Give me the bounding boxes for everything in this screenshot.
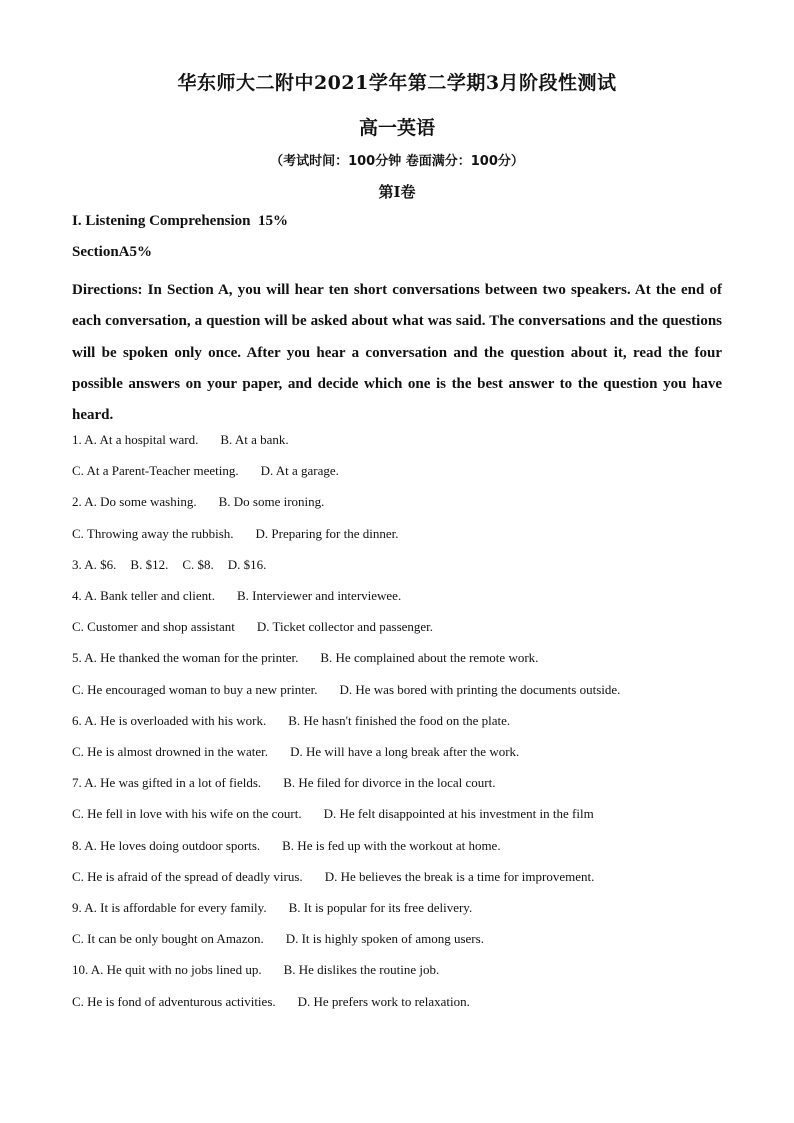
option-text: B. He filed for divorce in the local court. bbox=[283, 775, 496, 791]
option-line bbox=[72, 994, 470, 1010]
option-text: 5. A. He thanked the woman for the printer. bbox=[72, 650, 299, 666]
option-text: B. He is fed up with the workout at home. bbox=[282, 837, 501, 853]
option-text: D. He believes the break is a time for improvement. bbox=[324, 868, 595, 884]
option-text: 6. A. He is overloaded with his work. bbox=[72, 712, 267, 728]
option-line bbox=[72, 682, 620, 698]
option-text: D. He felt disappointed at his investment in the film bbox=[323, 806, 594, 822]
option-line bbox=[72, 463, 339, 479]
option-line bbox=[72, 588, 401, 604]
option-text: C. At a Parent-Teacher meeting. bbox=[72, 463, 239, 479]
option-text: C. He is almost drowned in the water. bbox=[72, 744, 269, 759]
option-text: D. He will have a long break after the work. bbox=[290, 744, 520, 759]
option-line bbox=[72, 494, 324, 510]
option-line bbox=[72, 650, 538, 666]
option-text: 10. A. He quit with no jobs lined up. bbox=[72, 962, 262, 978]
option-line bbox=[72, 526, 399, 542]
option-text: 8. A. He loves doing outdoor sports. bbox=[72, 837, 261, 853]
option-text: D. He prefers work to relaxation. bbox=[297, 993, 470, 1009]
option-text: 1. A. At a hospital ward. bbox=[72, 432, 199, 447]
option-line bbox=[72, 869, 594, 885]
option-text: B. He hasn't finished the food on the plate. bbox=[288, 712, 511, 728]
option-line bbox=[72, 931, 484, 947]
subject-title: 高一英语 bbox=[358, 117, 435, 139]
option-text: D. He was bored with printing the documents outside. bbox=[339, 681, 621, 697]
option-line bbox=[72, 838, 501, 854]
option-text: C. He fell in love with his wife on the court. bbox=[72, 806, 302, 822]
option-text: D. Ticket collector and passenger. bbox=[256, 619, 434, 635]
option-text: C. He is fond of adventurous activities. bbox=[72, 993, 276, 1009]
option-line bbox=[72, 713, 510, 729]
option-text: C. Customer and shop assistant bbox=[72, 619, 235, 635]
option-text: 4. A. Bank teller and client. bbox=[72, 588, 215, 603]
option-text: 7. A. He was gifted in a lot of fields. bbox=[72, 775, 262, 791]
option-text: C. He is afraid of the spread of deadly virus. bbox=[72, 868, 303, 884]
option-line bbox=[72, 619, 433, 635]
section-heading: I. Listening Comprehension 15% bbox=[72, 213, 289, 229]
option-line bbox=[72, 744, 519, 760]
option-text: C. He encouraged woman to buy a new printer. bbox=[72, 681, 318, 697]
option-line bbox=[72, 557, 266, 573]
option-line bbox=[72, 962, 439, 978]
option-line bbox=[72, 900, 472, 916]
option-text: C. Throwing away the rubbish. bbox=[72, 525, 234, 541]
option-text: B. He complained about the remote work. bbox=[320, 650, 539, 666]
option-text: B. Interviewer and interviewee. bbox=[236, 588, 402, 603]
directions-text: Directions: In Section A, you will hear ten short conversations between two speakers. At the end of each conversation, a question will be asked about what was said. The conversations and the questions will be spoken only once. After you hear a conversation and the question about it, read the four possible answers on your paper, and decide which one is the best answer to the question you have heard. bbox=[72, 282, 722, 424]
option-text: D. $16. bbox=[227, 556, 267, 572]
option-text: 9. A. It is affordable for every family. bbox=[72, 900, 267, 915]
volume-label: 第I卷 bbox=[378, 183, 416, 201]
exam-info: （考试时间：100分钟 卷面满分：100分） bbox=[270, 154, 524, 169]
option-line bbox=[72, 775, 495, 791]
option-text: C. It can be only bought on Amazon. bbox=[72, 931, 264, 947]
option-text: D. Preparing for the dinner. bbox=[255, 525, 399, 541]
option-text: B. It is popular for its free delivery. bbox=[288, 900, 473, 915]
option-text: B. $12. bbox=[130, 556, 169, 572]
option-text: 3. A. $6. bbox=[72, 556, 117, 572]
exam-title: 华东师大二附中2021学年第二学期3月阶段性测试 bbox=[177, 72, 617, 94]
section-a-heading: SectionA5% bbox=[72, 244, 152, 260]
option-text: D. At a garage. bbox=[260, 463, 339, 479]
option-text: D. It is highly spoken of among users. bbox=[285, 931, 484, 947]
option-line bbox=[72, 806, 594, 822]
option-text: B. Do some ironing. bbox=[218, 494, 325, 510]
option-text: 2. A. Do some washing. bbox=[72, 494, 197, 510]
option-text: B. At a bank. bbox=[220, 432, 289, 447]
option-text: C. $8. bbox=[182, 556, 214, 572]
option-text: B. He dislikes the routine job. bbox=[283, 962, 440, 978]
option-line bbox=[72, 432, 289, 448]
